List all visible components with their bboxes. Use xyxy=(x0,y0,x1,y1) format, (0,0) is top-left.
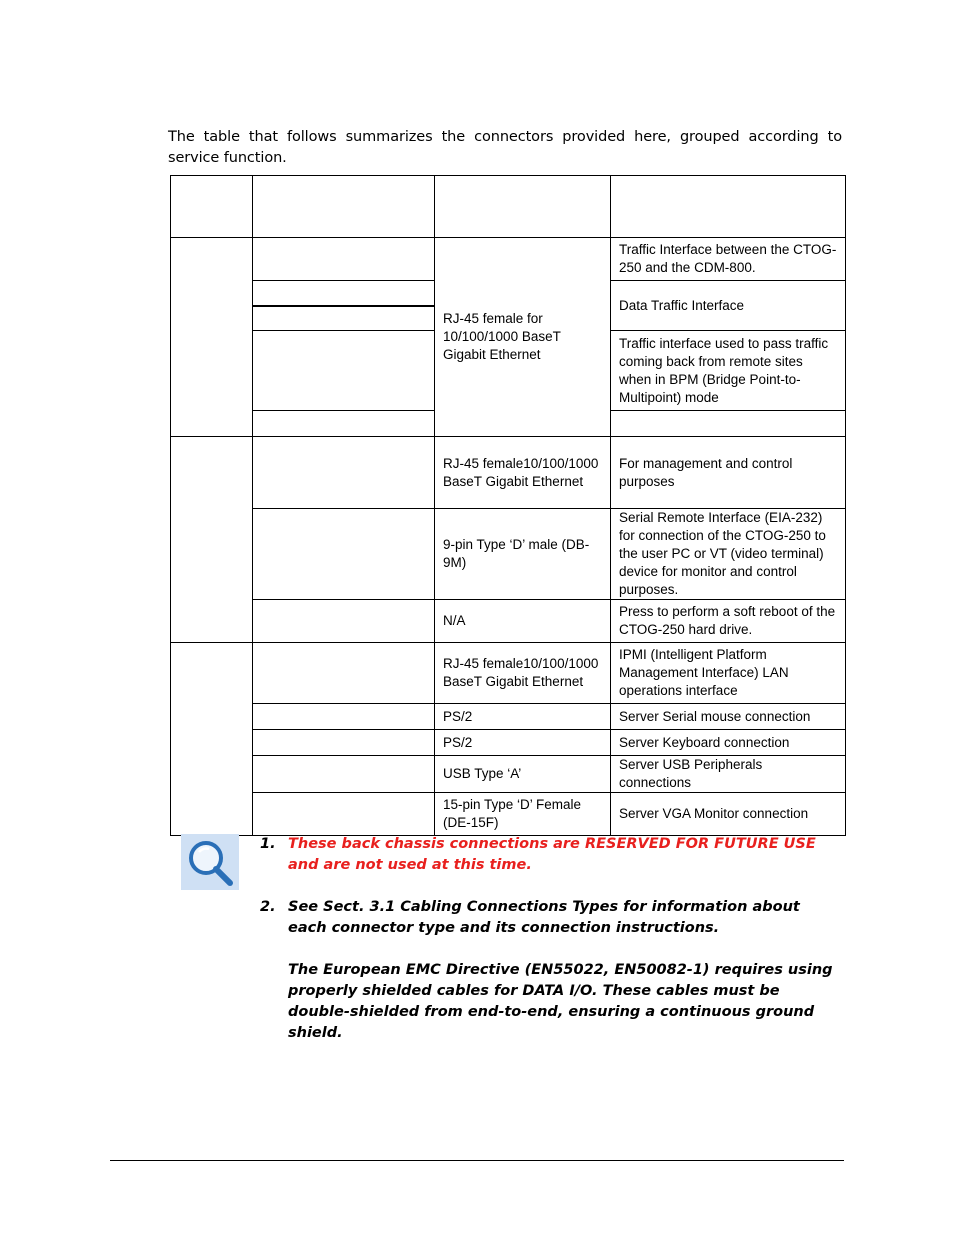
connector-cell: RJ-45 female10/100/1000 BaseT Gigabit Ethernet xyxy=(435,437,611,509)
connector-cell: RJ-45 female10/100/1000 BaseT Gigabit Ethernet xyxy=(435,643,611,704)
name-cell xyxy=(253,730,435,756)
footer-rule xyxy=(110,1160,844,1161)
table-row xyxy=(171,437,846,509)
function-cell: Server USB Peripherals connections xyxy=(611,756,846,793)
group-cell-management xyxy=(171,437,253,643)
function-cell: Server Serial mouse connection xyxy=(611,704,846,730)
connector-cell: RJ-45 female for 10/100/1000 BaseT Gigabit Ethernet xyxy=(435,238,611,437)
table-row xyxy=(171,704,846,730)
intro-paragraph: The table that follows summarizes the connectors provided here, grouped according to service function. xyxy=(168,128,842,166)
function-cell: For management and control purposes xyxy=(611,437,846,509)
table-row xyxy=(171,509,846,600)
function-cell: Press to perform a soft reboot of the CTOG-250 hard drive. xyxy=(611,600,846,643)
magnifier-icon xyxy=(181,834,239,890)
note-1 xyxy=(258,834,842,876)
connector-cell: PS/2 xyxy=(435,704,611,730)
function-cell: IPMI (Intelligent Platform Management Interface) LAN operations interface xyxy=(611,643,846,704)
name-cell xyxy=(253,306,435,331)
name-cell xyxy=(253,643,435,704)
name-cell xyxy=(253,793,435,836)
header-cell-function xyxy=(611,176,846,238)
name-cell xyxy=(253,509,435,600)
table-row xyxy=(171,643,846,704)
note-paragraph: The European EMC Directive (EN55022, EN50082-1) requires using properly shielded cables for DATA I/O. These cables must be double-shielded from end-to-end, ensuring a continuous ground shield. xyxy=(288,962,833,1041)
table-row xyxy=(171,756,846,793)
connector-cell: N/A xyxy=(435,600,611,643)
connector-cell: PS/2 xyxy=(435,730,611,756)
function-cell: Traffic Interface between the CTOG-250 and the CDM-800. xyxy=(611,238,846,281)
connector-cell: 15-pin Type ‘D’ Female (DE-15F) xyxy=(435,793,611,836)
name-cell xyxy=(253,704,435,730)
connector-cell: 9-pin Type ‘D’ male (DB-9M) xyxy=(435,509,611,600)
name-cell xyxy=(253,756,435,793)
table-row xyxy=(171,730,846,756)
header-cell-name xyxy=(253,176,435,238)
name-cell xyxy=(253,600,435,643)
function-cell xyxy=(611,411,846,437)
function-cell: Server VGA Monitor connection xyxy=(611,793,846,836)
note-number: 2. xyxy=(260,899,276,915)
note-number: 1. xyxy=(260,836,276,852)
name-cell xyxy=(253,411,435,437)
function-cell: Server Keyboard connection xyxy=(611,730,846,756)
name-cell xyxy=(253,281,435,306)
connectors-table xyxy=(170,175,846,836)
function-cell: Traffic interface used to pass traffic coming back from remote sites when in BPM (Bridge Point-to-Multipoint) mode xyxy=(611,331,846,411)
table-row xyxy=(171,793,846,836)
group-cell-traffic xyxy=(171,238,253,437)
name-cell xyxy=(253,331,435,411)
note-2 xyxy=(258,897,842,1044)
header-cell-connector xyxy=(435,176,611,238)
table-row xyxy=(171,238,846,281)
function-cell: Serial Remote Interface (EIA-232) for connection of the CTOG-250 to the user PC or VT (video terminal) device for monitor and control purposes. xyxy=(611,509,846,600)
group-cell-server xyxy=(171,643,253,836)
name-cell xyxy=(253,437,435,509)
notes-list xyxy=(258,834,842,1065)
function-cell: Data Traffic Interface xyxy=(611,281,846,331)
connector-cell: USB Type ‘A’ xyxy=(435,756,611,793)
name-cell xyxy=(253,238,435,281)
table-row xyxy=(171,600,846,643)
table-header-row xyxy=(171,176,846,238)
note-text: See Sect. 3.1 Cabling Connections Types for information about each connector type and its connection instructions. xyxy=(288,899,800,936)
header-cell-group xyxy=(171,176,253,238)
note-text: These back chassis connections are RESERVED FOR FUTURE USE and are not used at this time. xyxy=(288,836,816,873)
